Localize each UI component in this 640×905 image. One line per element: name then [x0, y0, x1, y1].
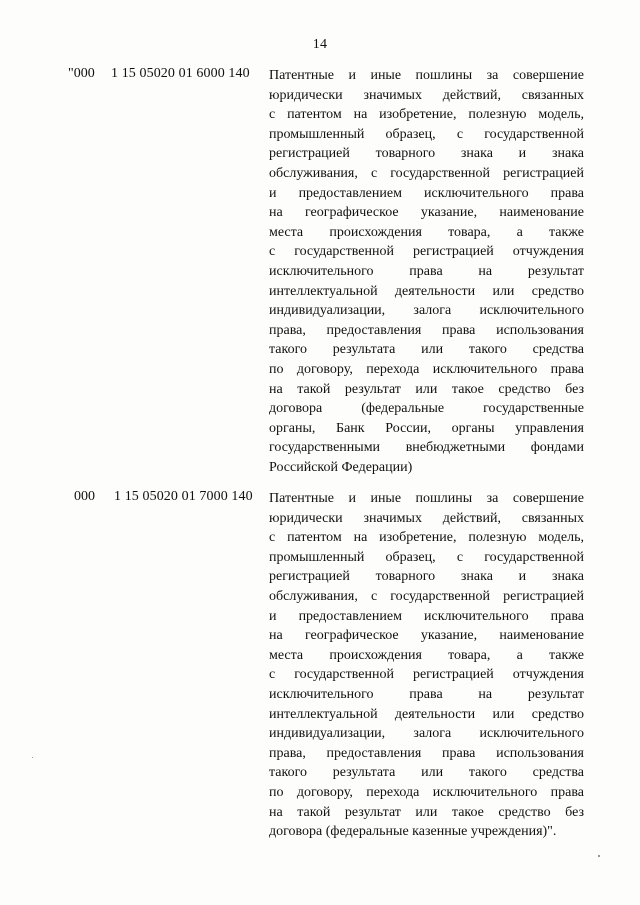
- description-line: [269, 380, 584, 400]
- description-line-text: с государственной регистрацией отчуждения: [269, 667, 584, 683]
- description-line-text: интеллектуальной деятельности или средство: [269, 283, 584, 299]
- description-line: [269, 262, 584, 282]
- budget-classification-code: 1 15 05020 01 6000 140: [111, 66, 250, 81]
- description-line-text: места происхождения товара, а также: [269, 224, 584, 240]
- description-line: [269, 724, 584, 744]
- description-line-text: государственными внебюджетными фондами: [269, 440, 584, 456]
- page-number: 14: [312, 37, 328, 52]
- description-line: [269, 685, 584, 705]
- description-line-text: регистрацией товарного знака и знака: [269, 569, 584, 585]
- budget-classification-code: 1 15 05020 01 7000 140: [114, 489, 253, 504]
- description-line: [269, 665, 584, 685]
- description-line-text: Патентные и иные пошлины за совершение: [269, 68, 584, 83]
- description-line-text: исключительного права на результат: [269, 263, 584, 279]
- description-line: [269, 548, 584, 568]
- description-line: [269, 646, 584, 666]
- description-line-text: юридически значимых действий, связанных: [269, 510, 584, 526]
- description-line-text: исключительного права на результат: [269, 686, 584, 702]
- description-line-text: по договору, перехода исключительного права: [269, 361, 584, 377]
- description-line-text: индивидуализации, залога исключительного: [269, 303, 584, 319]
- description-line: [269, 164, 584, 184]
- description-line-text: на такой результат или такое средство без: [269, 804, 584, 820]
- description-line-text: права, предоставления права использования: [269, 745, 584, 761]
- description-line: [269, 419, 584, 439]
- description-line: [269, 125, 584, 145]
- description-line-text: по договору, перехода исключительного права: [269, 784, 584, 800]
- description-line: [269, 528, 584, 548]
- description-line-text: регистрацией товарного знака и знака: [269, 146, 584, 162]
- description-line: [269, 489, 584, 509]
- description-line: [269, 242, 584, 262]
- description-line-text: договора (федеральные казенные учреждения)".: [269, 824, 557, 840]
- description-line: [269, 803, 584, 823]
- administrator-code: "000: [68, 66, 95, 81]
- description-line: [269, 744, 584, 764]
- description-line-text: и предоставлением исключительного права: [269, 185, 584, 201]
- description-line-text: на такой результат или такое средство без: [269, 381, 584, 397]
- description-line: [269, 223, 584, 243]
- description-line-text: на географическое указание, наименование: [269, 205, 584, 221]
- description-line-text: с патентом на изобретение, полезную модель,: [269, 530, 584, 546]
- description-line: [269, 399, 584, 419]
- description-line-text: с патентом на изобретение, полезную модель,: [269, 107, 584, 123]
- description-line: [269, 509, 584, 529]
- description-line-text: такого результата или такого средства: [269, 342, 584, 358]
- description-line-text: Российской Федерации): [269, 459, 413, 475]
- description-line: [269, 184, 584, 204]
- administrator-code: 000: [74, 489, 95, 504]
- description-line: [269, 783, 584, 803]
- description-line: [269, 360, 584, 380]
- scan-speck: [598, 855, 600, 857]
- description-line-text: промышленный образец, с государственной: [269, 126, 584, 142]
- description-line: [269, 626, 584, 646]
- description-line-text: индивидуализации, залога исключительного: [269, 726, 584, 742]
- description-line-text: промышленный образец, с государственной: [269, 549, 584, 565]
- description-line-text: Патентные и иные пошлины за совершение: [269, 491, 584, 506]
- description-line-text: с государственной регистрацией отчуждения: [269, 244, 584, 260]
- description-line: [269, 282, 584, 302]
- description-line-text: юридически значимых действий, связанных: [269, 87, 584, 103]
- description-line: [269, 203, 584, 223]
- description-line: [269, 705, 584, 725]
- description-line: [269, 321, 584, 341]
- income-description: [269, 66, 584, 477]
- description-line: [269, 438, 584, 458]
- description-line: [269, 822, 584, 842]
- description-line: [269, 86, 584, 106]
- description-line: [269, 301, 584, 321]
- income-description: [269, 489, 584, 842]
- description-line: [269, 607, 584, 627]
- description-line: [269, 567, 584, 587]
- description-line-text: места происхождения товара, а также: [269, 647, 584, 663]
- description-line-text: обслуживания, с государственной регистрацией: [269, 165, 584, 181]
- description-line-text: права, предоставления права использования: [269, 322, 584, 338]
- description-line-text: органы, Банк России, органы управления: [269, 420, 584, 436]
- description-line: [269, 144, 584, 164]
- description-line: [269, 340, 584, 360]
- description-line-text: такого результата или такого средства: [269, 765, 584, 781]
- description-line: [269, 105, 584, 125]
- scan-speck: [32, 757, 33, 758]
- description-line: [269, 66, 584, 86]
- description-line: [269, 587, 584, 607]
- description-line-text: на географическое указание, наименование: [269, 628, 584, 644]
- description-line-text: интеллектуальной деятельности или средство: [269, 706, 584, 722]
- description-line: [269, 763, 584, 783]
- description-line-text: договора (федеральные государственные: [269, 401, 584, 417]
- description-line: [269, 458, 584, 478]
- description-line-text: обслуживания, с государственной регистрацией: [269, 588, 584, 604]
- description-line-text: и предоставлением исключительного права: [269, 608, 584, 624]
